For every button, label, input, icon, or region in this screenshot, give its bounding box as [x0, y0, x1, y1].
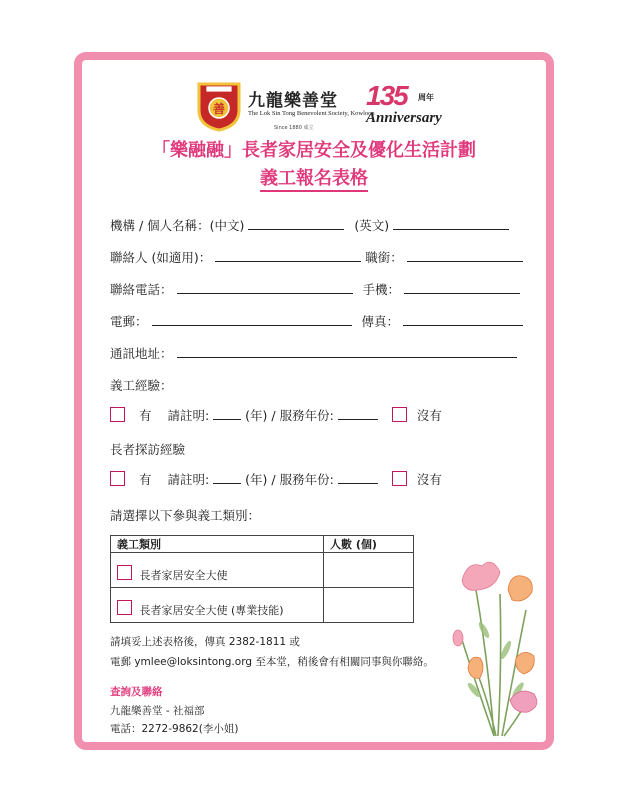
submit-instruction-1: 請填妥上述表格後，傳真 2382-1811 或	[110, 636, 300, 648]
elder-visit-row	[110, 470, 442, 488]
address-label: 通訊地址：	[110, 346, 173, 361]
volunteer-type-table	[110, 535, 414, 623]
table-header-row	[111, 536, 414, 553]
form-subtitle	[82, 164, 546, 190]
choose-type-label: 請選擇以下參與義工類別：	[110, 508, 261, 523]
mobile-label: 手機：	[362, 282, 400, 297]
form-frame	[74, 52, 554, 750]
volunteer-exp-label: 義工經驗：	[110, 378, 173, 393]
anniversary-number: 135	[366, 80, 407, 111]
type-label-ambassador: 長者家居安全大使	[139, 569, 228, 582]
type-checkbox-ambassador[interactable]	[117, 565, 132, 580]
volunteer-exp-row	[110, 406, 442, 424]
table-row	[111, 588, 414, 623]
table-header-count: 人數 (個)	[324, 536, 414, 553]
elder-visit-yes-checkbox[interactable]	[110, 471, 125, 486]
type-checkbox-ambassador-pro[interactable]	[117, 600, 132, 615]
email-field[interactable]	[152, 313, 352, 326]
phone-field[interactable]	[177, 281, 353, 294]
mobile-field[interactable]	[404, 281, 520, 294]
english-label: (英文)	[354, 218, 390, 233]
volunteer-exp-no-checkbox[interactable]	[392, 407, 407, 422]
table-cell-type	[111, 553, 324, 588]
fax-label: 傳真：	[361, 314, 399, 329]
specify-label: 請註明:	[167, 408, 210, 423]
position-label: 職銜：	[365, 250, 403, 265]
address-field[interactable]	[177, 345, 517, 358]
org-name-row	[110, 216, 509, 234]
table-header-type: 義工類別	[111, 536, 324, 553]
contact-phone-text: 電話：2272-9862(李小姐)	[110, 723, 239, 735]
org-name-zh: 九龍樂善堂	[248, 91, 338, 111]
phone-label: 聯絡電話：	[110, 282, 173, 297]
header-logo-group	[194, 80, 514, 136]
address-row	[110, 344, 517, 362]
org-name-en-field[interactable]	[393, 217, 509, 230]
volunteer-exp-yes-checkbox[interactable]	[110, 407, 125, 422]
elder-yes-label: 有	[138, 472, 152, 487]
fax-field[interactable]	[403, 313, 523, 326]
flower-illustration-icon	[448, 550, 546, 740]
elder-visit-label: 長者探訪經驗	[110, 442, 186, 457]
elder-visit-years-field[interactable]	[213, 471, 241, 484]
enquiry-heading: 查詢及聯絡	[110, 686, 163, 698]
contact-person-row	[110, 248, 523, 266]
table-cell-count[interactable]	[324, 553, 414, 588]
form-subtitle-text: 義工報名表格	[260, 168, 368, 192]
anniversary-zh: 周年	[418, 93, 434, 102]
crest-logo-icon	[194, 80, 244, 132]
year-label: (年) / 服務年份:	[245, 408, 334, 423]
org-since: Since 1880 成立	[274, 125, 314, 131]
elder-specify-label: 請註明:	[167, 472, 210, 487]
email-row	[110, 312, 523, 330]
form-title: 「樂融融」長者家居安全及優化生活計劃	[152, 140, 476, 161]
table-cell-count[interactable]	[324, 588, 414, 623]
crest-text: 善	[212, 102, 226, 116]
contact-person-field[interactable]	[215, 249, 361, 262]
org-name-zh-field[interactable]	[248, 217, 344, 230]
no-label: 沒有	[416, 408, 442, 423]
position-field[interactable]	[407, 249, 523, 262]
org-name-label: 機構 / 個人名稱：(中文)	[110, 218, 245, 233]
org-name-en: The Lok Sin Tong Benevolent Society, Kowloon	[248, 110, 375, 117]
table-row	[111, 553, 414, 588]
submit-instruction-2: 電郵 ymlee@loksintong.org 至本堂，稍後會有相關同事與你聯絡。	[110, 656, 434, 668]
anniversary-en: Anniversary	[366, 110, 442, 126]
yes-label: 有	[138, 408, 152, 423]
volunteer-years-field[interactable]	[213, 407, 241, 420]
table-cell-type	[111, 588, 324, 623]
contact-person-label: 聯絡人 (如適用)：	[110, 250, 212, 265]
elder-visit-no-checkbox[interactable]	[392, 471, 407, 486]
email-label: 電郵：	[110, 314, 148, 329]
volunteer-service-year-field[interactable]	[338, 407, 378, 420]
elder-visit-service-year-field[interactable]	[338, 471, 378, 484]
elder-year-label: (年) / 服務年份:	[245, 472, 334, 487]
elder-no-label: 沒有	[416, 472, 442, 487]
type-label-ambassador-pro: 長者家居安全大使 (專業技能)	[139, 604, 284, 617]
phone-row	[110, 280, 520, 298]
department-text: 九龍樂善堂 - 社福部	[110, 705, 205, 717]
